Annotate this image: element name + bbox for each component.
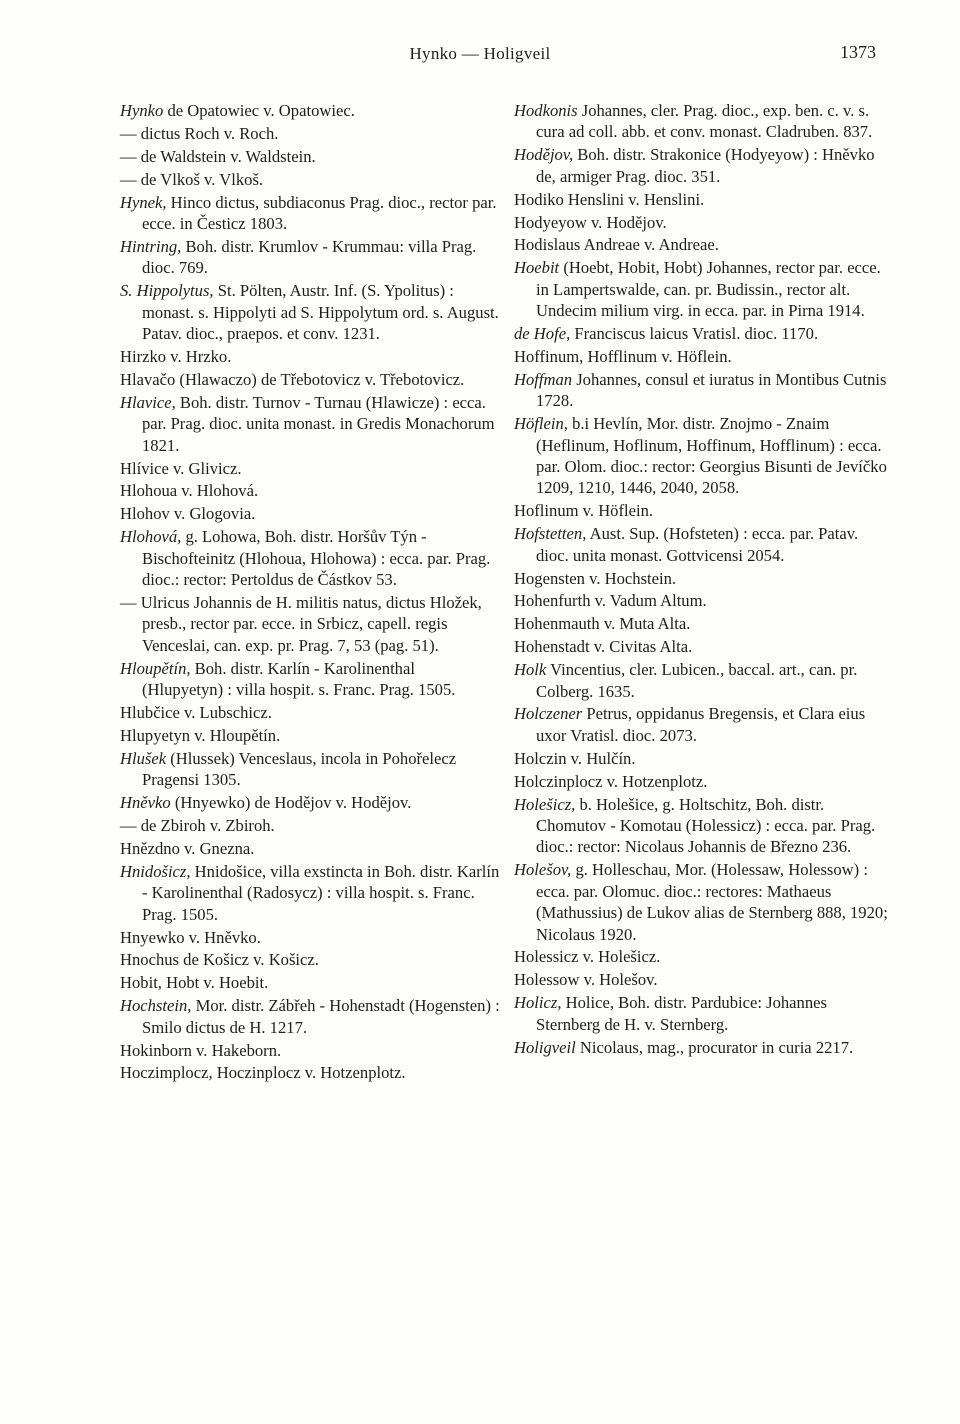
entry-headword: Hynko	[120, 101, 164, 120]
dictionary-entry	[514, 590, 888, 611]
dictionary-entry	[120, 838, 500, 859]
dictionary-entry	[120, 123, 500, 144]
dictionary-entry	[514, 346, 888, 367]
dictionary-entry	[514, 748, 888, 769]
entry-text: — de Zbiroh v. Zbiroh.	[120, 816, 275, 835]
dictionary-entry	[514, 100, 888, 143]
entry-headword: Hlohová,	[120, 527, 182, 547]
dictionary-entry	[120, 725, 500, 746]
entry-text: Hodislaus Andreae v. Andreae.	[514, 235, 719, 255]
entry-text: (Hnyewko) de Hodějov v. Hodějov.	[170, 793, 412, 813]
entry-text: Hlívice v. Glivicz.	[120, 458, 242, 478]
dictionary-entry	[514, 771, 888, 792]
dictionary-entry	[120, 927, 500, 948]
dictionary-entry	[514, 636, 888, 657]
dictionary-entry	[120, 392, 500, 456]
entry-text: — de Waldstein v. Waldstein.	[120, 146, 316, 166]
entry-headword: Holk	[514, 660, 547, 680]
entry-headword: Hofstetten,	[514, 524, 587, 544]
entry-text: Mor. distr. Zábřeh - Hohenstadt (Hogensten) : Smilo dictus de H. 1217.	[142, 996, 500, 1037]
entry-text: Hoczimplocz, Hoczinplocz v. Hotzenplotz.	[120, 1063, 406, 1083]
dictionary-entry	[120, 702, 500, 723]
entry-text: Hnyewko v. Hněvko.	[120, 927, 261, 947]
dictionary-entry	[120, 995, 500, 1038]
entry-text: Hodiko Henslini v. Henslini.	[514, 189, 705, 209]
dictionary-entry	[120, 592, 500, 656]
entry-text: Hnězdno v. Gnezna.	[120, 838, 255, 858]
dictionary-entry	[120, 1062, 500, 1083]
entry-text: Hohenstadt v. Civitas Alta.	[514, 637, 693, 657]
entry-text: Johannes, cler. Prag. dioc., exp. ben. c. v. s. cura ad coll. abb. et conv. monast. Cladruben. 837.	[536, 101, 873, 142]
dictionary-entry	[120, 748, 500, 791]
entry-text: Hlupyetyn v. Hloupětín.	[120, 725, 281, 745]
entry-text: Boh. distr. Turnov - Turnau (Hlawicze) : ecca. par. Prag. dioc. unita monast. in Gredis Monachorum 1821.	[142, 392, 495, 455]
entry-text: Hoffinum, Hofflinum v. Höflein.	[514, 346, 732, 366]
entry-headword: Höflein,	[514, 414, 568, 434]
entry-text: b.i Hevlín, Mor. distr. Znojmo - Znaim (Heflinum, Hoflinum, Hoffinum, Hofflinum) : ecca. par. Olom. dioc.: rector: Georgius Bisunti de Jevíčko 1209, 1210, 1446, 2040, 2058.	[536, 414, 887, 498]
entry-text: Aust. Sup. (Hofsteten) : ecca. par. Patav. dioc. unita monast. Gottvicensi 2054.	[536, 524, 859, 565]
entry-text: Petrus, oppidanus Bregensis, et Clara eius uxor Vratisl. dioc. 2073.	[536, 704, 866, 745]
entry-headword: Holczener	[514, 704, 583, 724]
dictionary-entry	[514, 969, 888, 990]
dictionary-entry	[514, 500, 888, 521]
entry-text: Hnochus de Košicz v. Košicz.	[120, 950, 319, 970]
entry-text: Hobit, Hobt v. Hoebit.	[120, 973, 269, 993]
dictionary-entry	[514, 992, 888, 1035]
entry-headword: Hochstein,	[120, 996, 192, 1016]
entry-text: Holczin v. Hulčín.	[514, 748, 636, 768]
dictionary-entry	[514, 323, 888, 344]
dictionary-entry	[514, 257, 888, 321]
dictionary-entry	[120, 861, 500, 925]
entry-text: Boh. distr. Krumlov - Krummau: villa Prag. dioc. 769.	[142, 236, 477, 278]
entry-text: Hokinborn v. Hakeborn.	[120, 1040, 282, 1060]
dictionary-entry	[514, 568, 888, 589]
dictionary-entry	[120, 792, 500, 813]
entry-text: Hinco dictus, subdiaconus Prag. dioc., rector par. ecce. in Česticz 1803.	[142, 192, 497, 234]
dictionary-entry	[514, 859, 888, 945]
dictionary-entry	[514, 703, 888, 746]
dictionary-entry	[514, 369, 888, 412]
dictionary-entry	[120, 658, 500, 701]
entry-headword: Hoebit	[514, 258, 560, 278]
right-column	[514, 100, 888, 1059]
dictionary-entry	[120, 192, 500, 235]
entry-text: Holessow v. Holešov.	[514, 970, 658, 990]
entry-text: Hirzko v. Hrzko.	[120, 346, 232, 366]
entry-text: Hnidošice, villa exstincta in Boh. distr. Karlín - Karolinenthal (Radosycz) : villa hospit. s. Franc. Prag. 1505.	[142, 861, 500, 924]
dictionary-entry	[514, 144, 888, 187]
entry-headword: de Hofe,	[514, 324, 571, 344]
entry-text: Johannes, consul et iuratus in Montibus Cutnis 1728.	[536, 369, 887, 411]
entry-text: — dictus Roch v. Roch.	[120, 123, 279, 143]
entry-text: Boh. distr. Strakonice (Hodyeyow) : Hněvko de, armiger Prag. dioc. 351.	[536, 145, 875, 186]
entry-text: Hohenmauth v. Muta Alta.	[514, 614, 691, 634]
entry-text: (Hoebt, Hobit, Hobt) Johannes, rector par. ecce. in Lampertswalde, can. pr. Budissin., rector alt. Undecim milium virg. in ecca. par. in Pirna 1914.	[536, 258, 881, 321]
dictionary-entry	[514, 659, 888, 702]
dictionary-entry	[514, 946, 888, 967]
dictionary-entry	[120, 458, 500, 479]
entry-headword: Hnidošicz,	[120, 861, 191, 881]
dictionary-entry	[120, 815, 500, 836]
entry-text: Hoflinum v. Höflein.	[514, 501, 654, 521]
entry-text: Boh. distr. Karlín - Karolinenthal (Hlupyetyn) : villa hospit. s. Franc. Prag. 1505.	[142, 658, 456, 700]
entry-text: — Ulricus Johannis de H. militis natus, dictus Hložek, presb., rector par. ecce. in Srbicz, capell. regis Venceslai, can. exp. pr. Prag. 7, 53 (pag. 51).	[120, 592, 482, 655]
page-number: 1373	[840, 42, 876, 62]
entry-text: Hohenfurth v. Vadum Altum.	[514, 591, 707, 611]
left-column	[120, 100, 500, 1085]
dictionary-entry	[120, 236, 500, 279]
dictionary-entry	[120, 503, 500, 524]
entry-headword: Hodějov,	[514, 145, 574, 165]
entry-headword: Hlavice,	[120, 392, 176, 412]
entry-headword: Hoffman	[514, 369, 573, 389]
entry-text: Hodyeyow v. Hodějov.	[514, 212, 667, 232]
entry-text: Holessicz v. Holešicz.	[514, 947, 661, 967]
dictionary-entry	[120, 280, 500, 344]
entry-text: Nicolaus, mag., procurator in curia 2217.	[575, 1037, 854, 1057]
entry-headword: Holicz,	[514, 993, 562, 1013]
entry-text: Holczinplocz v. Hotzenplotz.	[514, 771, 708, 791]
dictionary-entry	[120, 1040, 500, 1061]
entry-text: — de Vlkoš v. Vlkoš.	[120, 169, 264, 189]
dictionary-entry	[120, 480, 500, 501]
running-header	[0, 44, 960, 74]
dictionary-entry	[120, 346, 500, 367]
dictionary-entry	[120, 369, 500, 390]
dictionary-entry	[120, 526, 500, 590]
dictionary-entry	[120, 949, 500, 970]
entry-headword: Holešicz,	[514, 794, 576, 814]
entry-text: Hogensten v. Hochstein.	[514, 568, 677, 588]
dictionary-entry	[120, 100, 500, 121]
entry-headword: Hintring,	[120, 236, 182, 256]
dictionary-entry	[514, 613, 888, 634]
dictionary-entry	[514, 212, 888, 233]
entry-headword: Holigveil	[514, 1037, 576, 1057]
entry-headword: Hynek,	[120, 192, 167, 212]
dictionary-entry	[514, 523, 888, 566]
entry-text: Hlohov v. Glogovia.	[120, 504, 256, 524]
entry-headword: S. Hippolytus,	[120, 281, 214, 301]
entry-text: Holice, Boh. distr. Pardubice: Johannes Sternberg de H. v. Sternberg.	[536, 993, 827, 1034]
entry-headword: Holešov,	[514, 860, 572, 880]
entry-text: (Hlussek) Venceslaus, incola in Pohořelecz Pragensi 1305.	[142, 748, 457, 790]
entry-headword: Hodkonis	[514, 101, 578, 120]
entry-text: Hlavačo (Hlawaczo) de Třebotovicz v. Třebotovicz.	[120, 369, 465, 389]
entry-text: g. Lohowa, Boh. distr. Horšův Týn - Bischofteinitz (Hlohoua, Hlohowa) : ecca. par. Prag. dioc.: rector: Pertoldus de Částkov 53.	[142, 527, 491, 590]
entry-headword: Hloupětín,	[120, 658, 191, 678]
entry-text: Franciscus laicus Vratisl. dioc. 1170.	[570, 324, 819, 344]
entry-text: St. Pölten, Austr. Inf. (S. Ypolitus) : monast. s. Hippolyti ad S. Hippolytum ord. s. August. Patav. dioc., praepos. et conv. 1231.	[142, 281, 499, 344]
dictionary-entry	[120, 146, 500, 167]
dictionary-entry	[120, 972, 500, 993]
entry-headword: Hněvko	[120, 793, 171, 813]
entry-text: b. Holešice, g. Holtschitz, Boh. distr. Chomutov - Komotau (Holessicz) : ecca. par. Prag. dioc.: rector: Nicolaus Johannis de Březno 236.	[536, 794, 876, 857]
entry-text: g. Holleschau, Mor. (Holessaw, Holessow) : ecca. par. Olomuc. dioc.: rectores: Mathaeus (Mathussius) de Lukov alias de Sternberg 888, 1920; Nicolaus 1920.	[536, 860, 888, 944]
dictionary-entry	[514, 794, 888, 858]
entry-headword: Hlušek	[120, 748, 167, 768]
entry-text: Hlubčice v. Lubschicz.	[120, 702, 272, 722]
dictionary-entry	[514, 413, 888, 499]
dictionary-entry	[120, 169, 500, 190]
dictionary-entry	[514, 189, 888, 210]
entry-text: Hlohoua v. Hlohová.	[120, 481, 259, 501]
entry-text: de Opatowiec v. Opatowiec.	[163, 101, 355, 120]
running-title: Hynko — Holigveil	[409, 44, 551, 63]
entry-text: Vincentius, cler. Lubicen., baccal. art., can. pr. Colberg. 1635.	[536, 660, 858, 701]
dictionary-entry	[514, 1037, 888, 1058]
dictionary-entry	[514, 234, 888, 255]
